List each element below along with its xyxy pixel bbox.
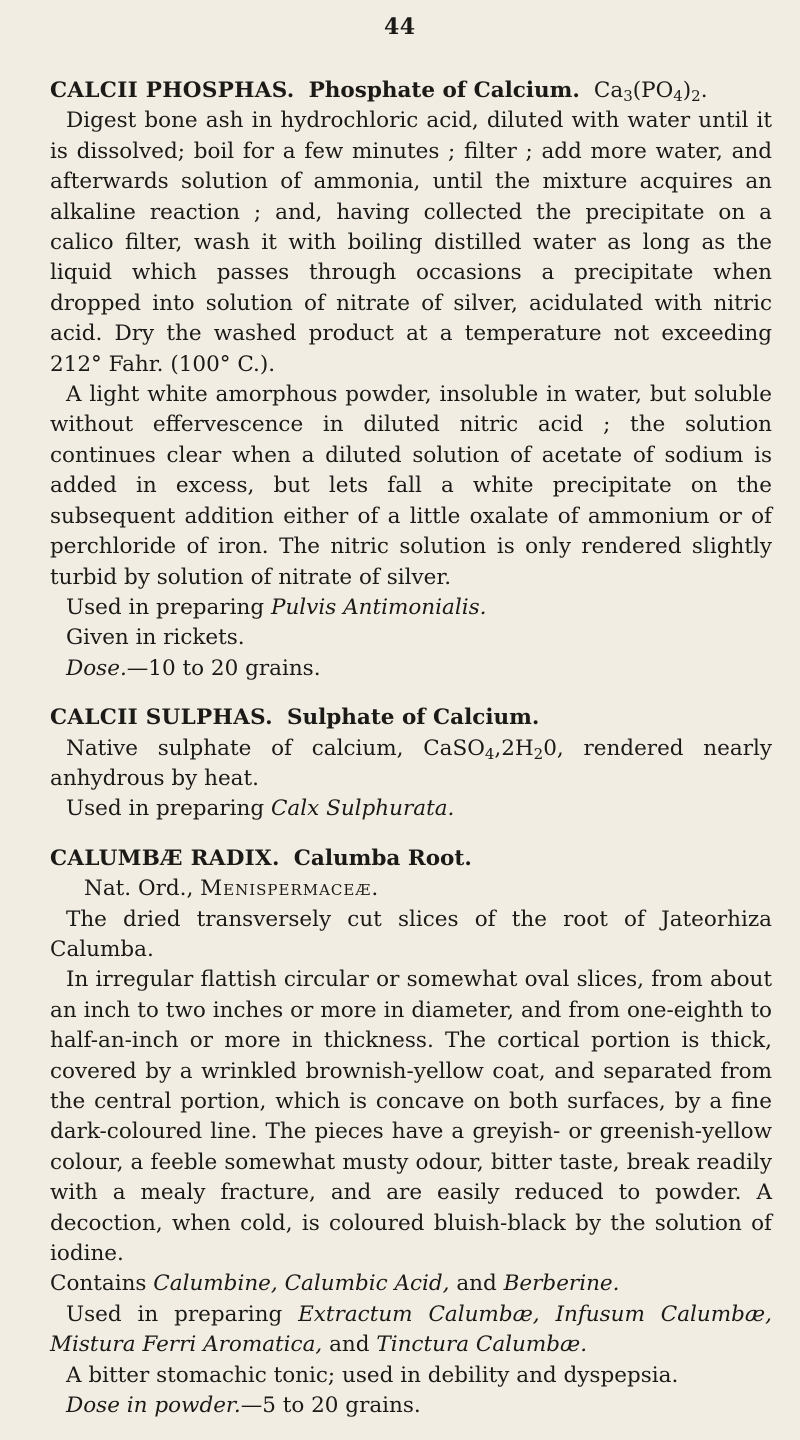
used-item: Pulvis Antimonialis.: [270, 594, 487, 620]
dose-text: —10 to 20 grains.: [126, 655, 321, 681]
chemical-formula: [594, 78, 708, 103]
used-item: Extractum Calumbæ,: [298, 1301, 540, 1327]
contains-line: [50, 1269, 772, 1299]
used-prefix: Used in preparing: [66, 594, 271, 620]
description-paragraph: A light white amorphous powder, insoluble in water, but soluble without effervescence in diluted nitric acid ; the solution continues clear when a diluted solution of acetate of sodium is added in excess, but lets fall a white precipitate on the subsequent addition either of a little oxalate of ammonium or of perchloride of iron. The nitric solution is only rendered slightly turbid by solution of nitrate of silver.: [50, 382, 772, 590]
used-item: Calx Sulphurata.: [270, 796, 455, 822]
formula-part: Ca: [593, 78, 624, 103]
entry-calumbae-radix: [50, 844, 772, 1422]
formula-part: ): [682, 78, 692, 103]
used-join: and: [322, 1332, 377, 1358]
entry-heading: [50, 703, 772, 733]
latin-name: CALUMBÆ RADIX.: [50, 845, 280, 871]
dose-label: Dose.: [66, 655, 127, 681]
description-paragraph: [50, 734, 772, 795]
page-content: [50, 76, 772, 1440]
description-paragraph: In irregular flattish circular or somewhat oval slices, from about an inch to two inches or more in diameter, and from one-eighth to half-an-inch or more in thickness. The cortical portion is thick, covered by a wrinkled brownish-yellow coat, and separated from the central portion, which is concave on both surfaces, by a fine dark-coloured line. The pieces have a greyish- or greenish-yellow colour, a feeble somewhat musty odour, bitter taste, break readily with a mealy fracture, and are easily reduced to powder. A decoction, when cold, is coloured bluish-black by the solution of iodine.: [50, 967, 772, 1267]
desc-part: Native sulphate of calcium, CaSO: [66, 735, 485, 761]
english-name: Sulphate of Calcium.: [286, 705, 540, 731]
definition-paragraph: The dried transversely cut slices of the root of Jateorhiza Calumba.: [50, 906, 772, 962]
dose-label: Dose in powder.: [66, 1393, 241, 1419]
given-line: Given in rickets.: [66, 625, 245, 651]
used-item: Infusum Calumbæ,: [555, 1301, 772, 1327]
entry-heading: [50, 844, 772, 874]
contains-join: and: [449, 1271, 504, 1297]
formula-subscript: 4: [673, 87, 683, 105]
english-name: Phosphate of Calcium.: [308, 78, 580, 103]
preparation-paragraph: Digest bone ash in hydrochloric acid, diluted with water until it is dissolved; boil for a few minutes ; filter ; add more water, and afterwards solution of ammonia, until the mixture acquires an alkaline reaction ; and, having collected the precipitate on a calico filter, wash it with boiling distilled water as long as the liquid which passes through occasions a precipitate when dropped into solution of nitrate of silver, acidulated with nitric acid. Dry the washed product at a temperature not exceeding 212° Fahr. (100° C.).: [50, 108, 772, 377]
dose-text: —5 to 20 grains.: [240, 1393, 421, 1419]
formula-subscript: 2: [533, 744, 544, 763]
desc-part: ,2H: [494, 735, 534, 761]
entry-calcii-phosphas: [50, 76, 772, 684]
english-name: Calumba Root.: [293, 845, 472, 871]
formula-subscript: 2: [691, 87, 701, 105]
desc-part: 0, rendered nearly anhydrous by heat.: [50, 735, 772, 791]
therapeutic-note: A bitter stomachic tonic; used in debility and dyspepsia.: [66, 1362, 679, 1388]
formula-subscript: 4: [484, 744, 495, 763]
used-in-line: [50, 794, 772, 824]
constituent: Calumbine,: [153, 1271, 278, 1297]
entry-heading: [50, 76, 772, 106]
used-in-line: [50, 1300, 772, 1361]
contains-prefix: Contains: [50, 1271, 154, 1297]
used-item: Mistura Ferri Aromatica,: [50, 1332, 323, 1358]
order-label: Nat. Ord.,: [84, 876, 201, 902]
used-prefix: Used in preparing: [66, 796, 271, 822]
dose-line: [50, 1391, 772, 1421]
order-name: Menispermaceæ.: [200, 876, 380, 902]
constituent: Calumbic Acid,: [284, 1271, 450, 1297]
formula-part: (PO: [632, 78, 674, 103]
constituent: Berberine.: [503, 1271, 620, 1297]
formula-subscript: 3: [623, 87, 633, 105]
natural-order-line: [50, 874, 772, 904]
used-item: Tinctura Calumbæ.: [376, 1332, 588, 1358]
used-prefix: Used in preparing: [66, 1301, 299, 1327]
latin-name: CALCII PHOSPHAS.: [50, 78, 295, 103]
page-number: 44: [384, 14, 416, 40]
formula-part: .: [700, 78, 708, 103]
dose-line: [50, 654, 772, 684]
latin-name: CALCII SULPHAS.: [50, 705, 273, 731]
used-in-line: [50, 593, 772, 623]
entry-calcii-sulphas: [50, 703, 772, 825]
